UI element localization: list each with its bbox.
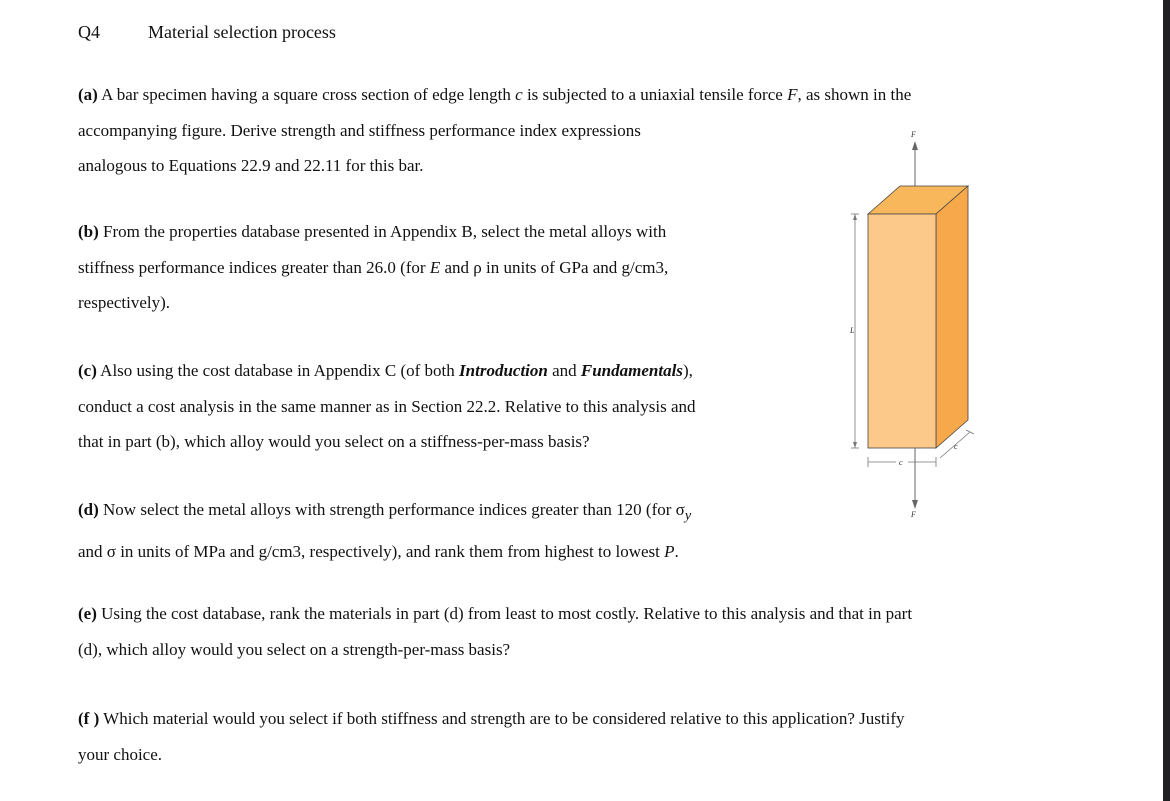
part-d-text: . (674, 541, 679, 561)
part-e-line2: (d), which alloy would you select on a strength-per-mass basis? (78, 639, 511, 659)
sub-y: y (684, 507, 692, 524)
part-f-line2: your choice. (78, 744, 163, 764)
part-a-line3: analogous to Equations 22.9 and 22.11 for this bar. (78, 156, 424, 175)
part-e (78, 596, 1078, 667)
length-arrow-bottom (853, 442, 857, 448)
question-title: Material selection process (148, 22, 336, 42)
part-c-text: Also using the cost database in Appendix C (of both (96, 361, 460, 380)
force-label-bottom: F (911, 510, 916, 518)
force-arrow-bottom-head (912, 500, 918, 509)
depth-tick (966, 430, 974, 434)
force-arrow-top-head (912, 141, 918, 150)
part-b-label: (b) (78, 222, 99, 241)
part-c-line3: that in part (b), which alloy would you select on a stiffness-per-mass basis? (78, 432, 590, 451)
part-a-text: , as shown in the (797, 85, 912, 104)
part-c (78, 353, 818, 460)
part-c-text: ), (682, 361, 693, 380)
var-c: c (515, 85, 523, 104)
bar-specimen-diagram (838, 128, 988, 518)
part-b-text: stiffness performance indices greater than 26.0 (for (78, 257, 430, 277)
part-b-text: From the properties database presented in Appendix B, select the metal alloys with (98, 222, 667, 241)
part-a-line2: accompanying figure. Derive strength and stiffness performance index expressions (78, 120, 641, 140)
force-label-top: F (911, 130, 916, 139)
part-f (78, 701, 1078, 772)
window-frame-edge (1163, 0, 1170, 801)
part-a-text: is subjected to a uniaxial tensile force (522, 85, 788, 104)
var-F: F (787, 85, 798, 104)
length-arrow-top (853, 214, 857, 220)
part-b-text: and ρ in units of GPa and g/cm3, (440, 257, 669, 277)
part-c-text: and (547, 361, 581, 380)
part-c-line2: conduct a cost analysis in the same manner as in Section 22.2. Relative to this analysis and (78, 396, 696, 416)
part-f-label: (f ) (78, 709, 100, 728)
part-e-label: (e) (78, 604, 97, 623)
part-b (78, 214, 818, 321)
part-d-text: Now select the metal alloys with strength performance indices greater than 120 (for σ (98, 500, 685, 519)
book-introduction: Introduction (459, 361, 548, 380)
part-d (78, 492, 838, 569)
part-d-label: (d) (78, 500, 99, 519)
part-a-label: (a) (78, 85, 98, 104)
bar-front-face (868, 214, 936, 448)
depth-label: c (954, 442, 958, 451)
book-fundamentals: Fundamentals (580, 361, 683, 380)
question-number: Q4 (78, 22, 100, 42)
part-f-text: Which material would you select if both stiffness and strength are to be considered relative to this application? Justify (99, 709, 905, 728)
part-a-text: A bar specimen having a square cross section of edge length (97, 85, 516, 104)
part-e-text: Using the cost database, rank the materials in part (d) from least to most costly. Relative to this analysis and that in part (96, 604, 913, 623)
width-label: c (899, 458, 903, 467)
part-c-label: (c) (78, 361, 97, 380)
bar-side-face (936, 186, 968, 448)
var-E: E (429, 257, 441, 277)
part-d-text: and σ in units of MPa and g/cm3, respectively), and rank them from highest to lowest (78, 541, 665, 561)
var-P: P (664, 541, 675, 561)
part-b-line3: respectively). (78, 293, 171, 312)
length-label: L (850, 326, 855, 335)
bar-specimen-figure (838, 128, 988, 518)
